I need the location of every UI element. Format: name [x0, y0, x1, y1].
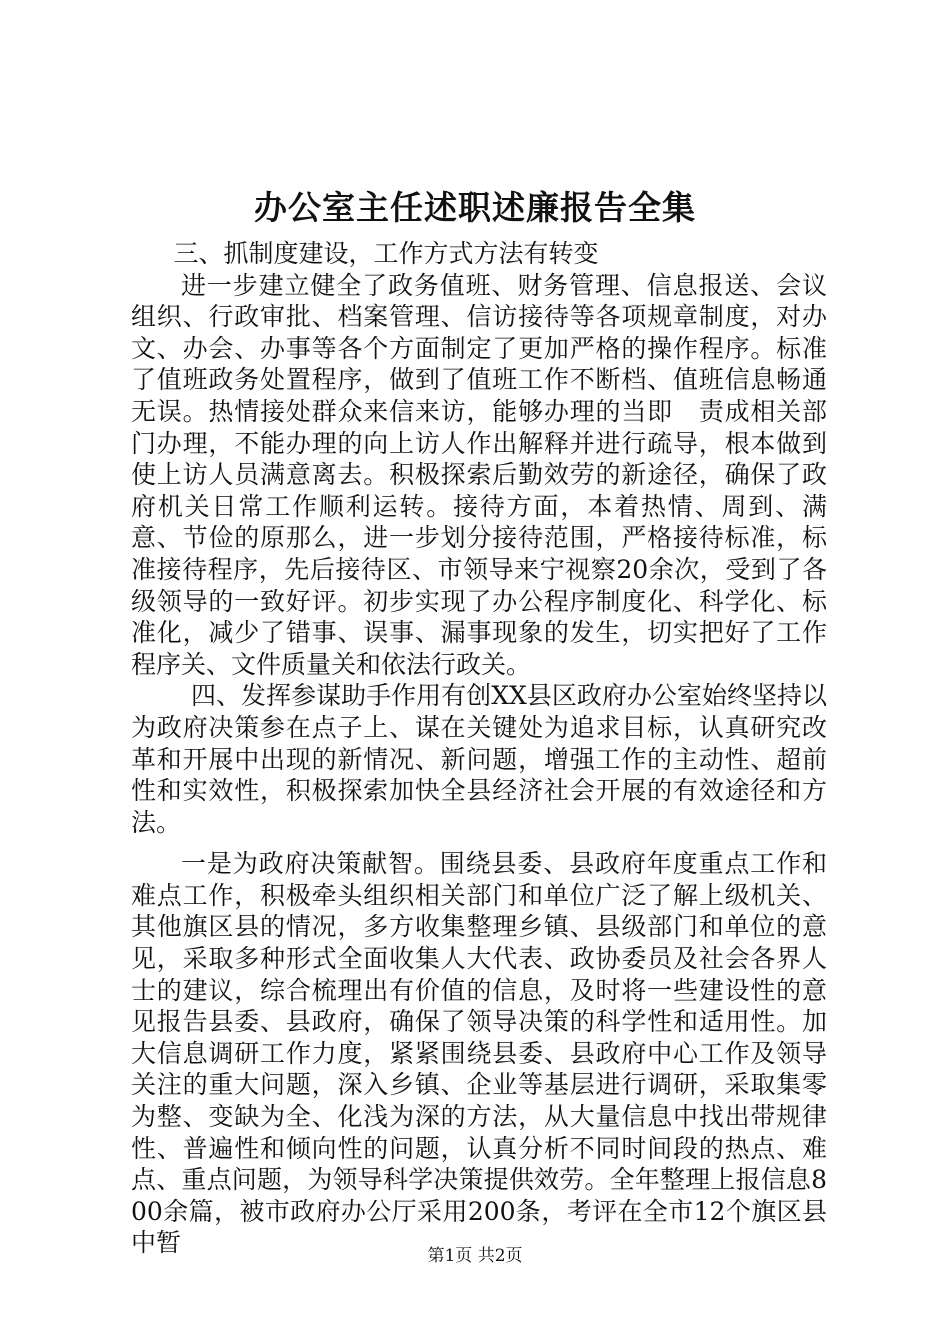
document-title: 办公室主任述职述廉报告全集 [254, 188, 696, 227]
document-body [131, 238, 827, 1259]
section-heading-3: 三、抓制度建设，工作方式方法有转变 [173, 239, 599, 268]
section-heading-4: 四、发挥参谋助手作用有创XX县区政府办公室始终坚持以为政府决策参在点子上、谋在关键处为追求目标，认真研究改革和开展中出现的新情况、新问题，增强工作的主动性、超前性和实效性，积极探索加快全县经济社会开展的有效途径和方法。 [131, 681, 827, 837]
page-number-footer: 第1页 共2页 [427, 1246, 523, 1266]
paragraph-decision-support: 一是为政府决策献智。围绕县委、县政府年度重点工作和难点工作，积极牵头组织相关部门和单位广泛了解上级机关、其他旗区县的情况，多方收集整理乡镇、县级部门和单位的意见，采取多种形式全面收集人大代表、政协委员及社会各界人士的建议，综合梳理出有价值的信息，及时将一些建设性的意见报告县委、县政府，确保了领导决策的科学性和适用性。加大信息调研工作力度，紧紧围绕县委、县政府中心工作及领导关注的重大问题，深入乡镇、企业等基层进行调研，采取集零为整、变缺为全、化浅为深的方法，从大量信息中找出带规律性、普遍性和倾向性的问题，认真分析不同时间段的热点、难点、重点问题，为领导科学决策提供效劳。全年整理上报信息800余篇，被市政府办公厅采用200条，考评在全市12个旗区县中暂 [131, 849, 827, 1258]
paragraph-system-building: 进一步建立健全了政务值班、财务管理、信息报送、会议组织、行政审批、档案管理、信访接待等各项规章制度，对办文、办会、办事等各个方面制定了更加严格的操作程序。标准了值班政务处置程序，做到了值班工作不断档、值班信息畅通无误。热情接处群众来信来访，能够办理的当即 责成相关部门办理，不能办理的向上访人作出解释并进行疏导，根本做到使上访人员满意离去。积极探索后勤效劳的新途径，确保了政府机关日常工作顺利运转。接待方面，本着热情、周到、满意、节俭的原那么，进一步划分接待范围，严格接待标准，标准接待程序，先后接待区、市领导来宁视察20余次，受到了各级领导的一致好评。初步实现了办公程序制度化、科学化、标准化，减少了错事、误事、漏事现象的发生，切实把好了工作程序关、文件质量关和依法行政关。 [131, 270, 827, 679]
